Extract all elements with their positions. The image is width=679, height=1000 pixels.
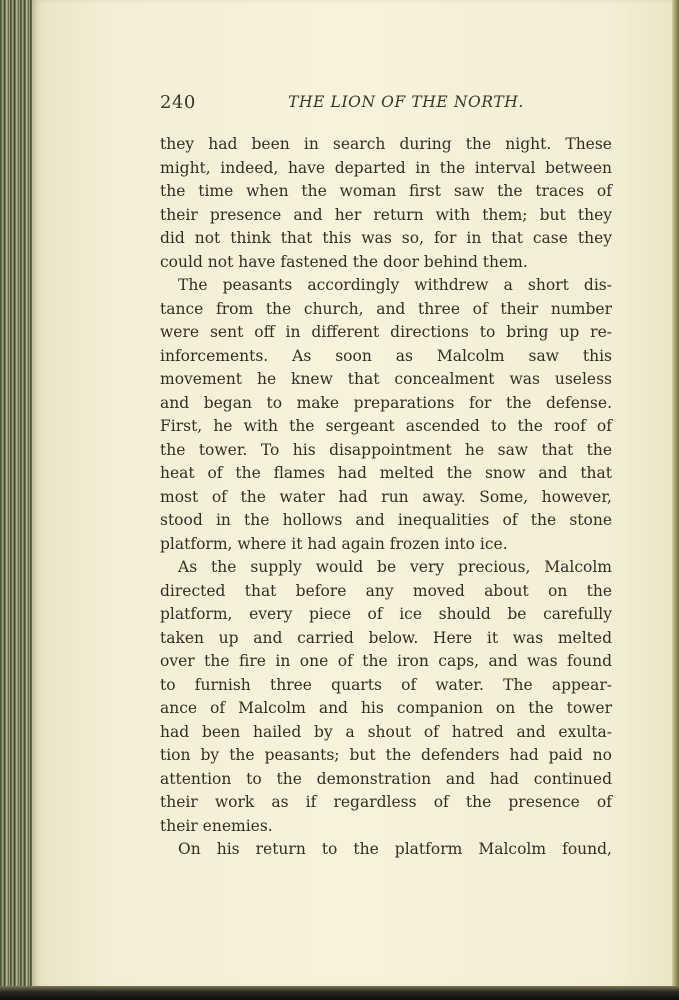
text-line: could not have fastened the door behind them. (160, 252, 528, 271)
text-line: the time when the woman first saw the traces of (160, 182, 612, 200)
text-line: First, he with the sergeant ascended to the roof of (160, 417, 612, 435)
text-line: did not think that this was so, for in that case they (160, 229, 612, 247)
text-line: As the supply would be very precious, Malcolm (178, 558, 612, 576)
text-line: tance from the church, and three of their number (160, 299, 612, 318)
text-line: to furnish three quarts of water. The appear- (160, 675, 612, 694)
text-line: were sent off in different directions to bring up re- (160, 323, 612, 341)
text-line: platform, every piece of ice should be carefully (160, 605, 612, 623)
text-line: their work as if regardless of the presence of (160, 793, 612, 811)
text-line: stood in the hollows and inequalities of the stone (160, 511, 612, 529)
text-line: platform, where it had again frozen into ice. (160, 534, 508, 553)
text-line: movement he knew that concealment was useless (160, 370, 612, 388)
text-line: ance of Malcolm and his companion on the tower (160, 699, 612, 717)
page-number: 240 (160, 92, 196, 113)
text-line: The peasants accordingly withdrew a short dis- (178, 276, 612, 294)
page-bottom-edge (0, 986, 679, 1000)
text-line: heat of the flames had melted the snow and that (160, 464, 612, 482)
running-title: THE LION OF THE NORTH. (288, 93, 524, 111)
text-line: might, indeed, have departed in the interval between (160, 158, 612, 177)
page-header (160, 92, 612, 116)
text-line: their presence and her return with them; but they (160, 205, 612, 224)
text-line: most of the water had run away. Some, however, (160, 487, 612, 506)
text-line: On his return to the platform Malcolm found, (178, 840, 612, 858)
body-text (160, 133, 612, 862)
text-line: and began to make preparations for the defense. (160, 393, 612, 412)
text-line: over the fire in one of the iron caps, and was found (160, 652, 612, 670)
text-line: inforcements. As soon as Malcolm saw this (160, 346, 612, 365)
text-line: directed that before any moved about on the (160, 581, 612, 600)
text-line: their enemies. (160, 816, 273, 835)
text-line: attention to the demonstration and had continued (160, 769, 612, 788)
text-line: taken up and carried below. Here it was melted (160, 628, 612, 647)
text-line: the tower. To his disappointment he saw that the (160, 440, 612, 459)
text-line: had been hailed by a shout of hatred and exulta- (160, 722, 612, 741)
text-line: tion by the peasants; but the defenders had paid no (160, 746, 612, 764)
text-line: they had been in search during the night. These (160, 135, 612, 153)
page-right-edge (672, 0, 679, 1000)
